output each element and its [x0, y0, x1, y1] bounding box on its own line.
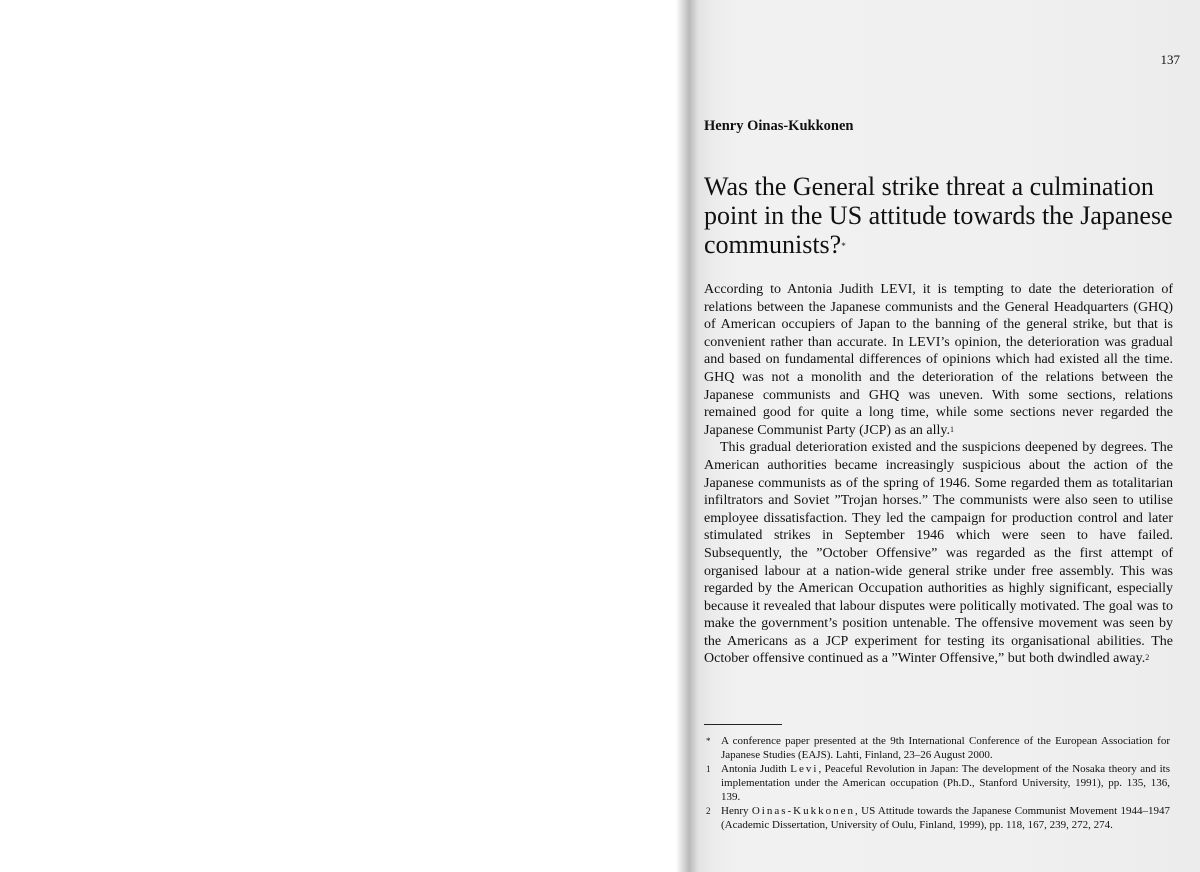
footnote-text-pre: Henry [721, 805, 752, 817]
footnote-author-surname: Oinas-Kukkonen [751, 805, 856, 817]
footnote [704, 762, 1170, 804]
page-number: 137 [1160, 52, 1180, 67]
article-title [704, 172, 1174, 259]
footnote-text: A conference paper presented at the 9th International Conference of the European Association for Japanese Studies (EAJS). Lahti, Finland, 23–26 August 2000. [721, 735, 1170, 761]
footnote-mark: 2 [706, 806, 711, 816]
footnotes [704, 734, 1170, 832]
article-title-text: Was the General strike threat a culmination point in the US attitude towards the Japanese communists? [704, 172, 1173, 259]
author-name: Henry Oinas-Kukkonen [704, 118, 854, 134]
footnote-text-post: , Peaceful Revolution in Japan: The development of the Nosaka theory and its implementation under the American occupation (Ph.D., Stanford University, 1991), pp. 135, 136, 139. [721, 763, 1170, 803]
footnote-text-pre: Antonia Judith [721, 763, 791, 775]
footnote [704, 734, 1170, 762]
book-gutter [676, 0, 700, 872]
footnote-text-post: , US Attitude towards the Japanese Communist Movement 1944–1947 (Academic Dissertation, University of Oulu, Finland, 1999), pp. 118, 167, 239, 272, 274. [721, 805, 1170, 831]
article-body [704, 281, 1173, 668]
article-page [698, 0, 1200, 872]
footnote-mark: 1 [706, 764, 711, 774]
footnote-ref: 2 [1145, 653, 1150, 663]
title-footnote-marker: * [841, 241, 846, 251]
footnote [704, 804, 1170, 832]
footnote-author-surname: Levi [790, 763, 819, 775]
footnote-ref: 1 [950, 424, 955, 434]
footnote-mark: * [706, 736, 711, 746]
body-paragraph [704, 281, 1173, 439]
paragraph-text: According to Antonia Judith LEVI, it is tempting to date the deterioration of relations between the Japanese communists and the General Headquarters (GHQ) of American occupiers of Japan to the banning of the general strike, but that is convenient rather than accurate. In LEVI’s opinion, the deterioration was gradual and based on fundamental differences of opinions which had existed all the time. GHQ was not a monolith and the deterioration of the relations between the Japanese communists and GHQ was uneven. With some sections, relations remained good for quite a long time, while some sections never regarded the Japanese Communist Party (JCP) as an ally. [704, 282, 1173, 438]
body-paragraph [704, 439, 1173, 668]
footnote-divider [704, 724, 782, 725]
paragraph-text: This gradual deterioration existed and the suspicions deepened by degrees. The American authorities became increasingly suspicious about the action of the Japanese communists as of the spring of 1946. Some regarded them as totalitarian infiltrators and Soviet ”Trojan horses.” The communists were also seen to utilise employee dissatisfaction. They led the campaign for production control and later stimulated strikes in September 1946 which were seen to have failed. Subsequently, the ”October Offensive” was regarded as the first attempt of organised labour at a nation-wide general strike under free assembly. This was regarded by the American Occupation authorities as highly significant, especially because it revealed that labour disputes were politically motivated. The goal was to make the government’s position untenable. The offensive movement was seen by the Americans as a JCP experiment for testing its organisational abilities. The October offensive continued as a ”Winter Offensive,” but both dwindled away. [704, 440, 1173, 667]
